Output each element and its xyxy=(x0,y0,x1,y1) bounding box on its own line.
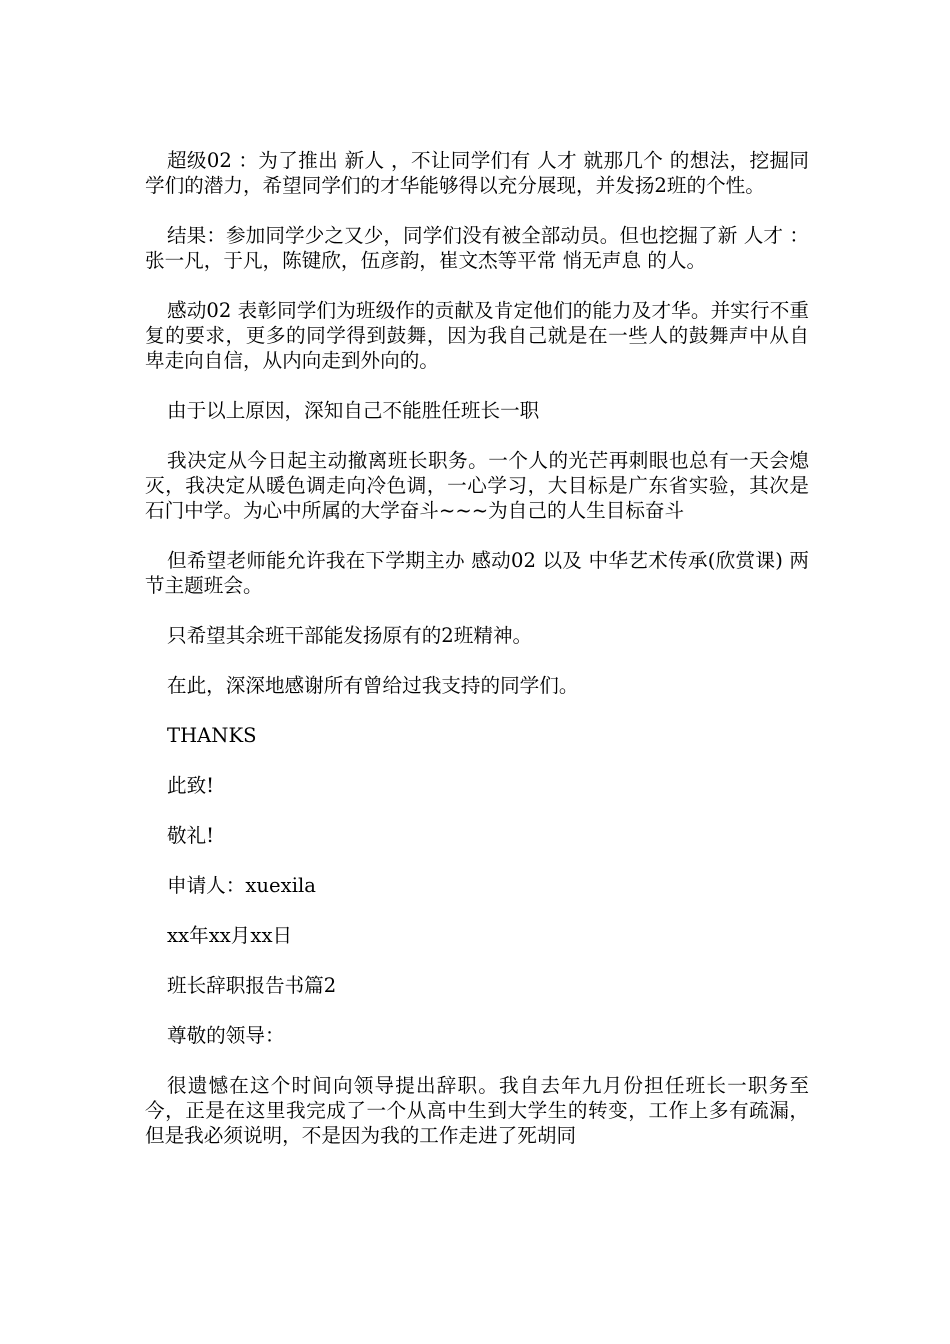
paragraph-super02: 超级02 ：为了推出 新人 ，不让同学们有 人才 就那几个 的想法，挖掘同学们的潜力，希望同学们的才华能够得以充分展现，并发扬2班的个性。 xyxy=(145,149,809,197)
paragraph-request: 但希望老师能允许我在下学期主办 感动02 以及 中华艺术传承(欣赏课) 两节主题班会。 xyxy=(145,549,809,597)
section-title: 班长辞职报告书篇2 xyxy=(167,974,337,997)
paragraph-reason: 由于以上原因，深知自己不能胜任班长一职 xyxy=(167,399,540,422)
paragraph-thanks-classmates: 在此，深深地感谢所有曾给过我支持的同学们。 xyxy=(167,674,579,697)
paragraph-decision: 我决定从今日起主动撤离班长职务。一个人的光芒再刺眼也总有一天会熄灭，我决定从暖色调走向冷色调，一心学习，大目标是广东省实验，其次是石门中学。为心中所属的大学奋斗~~~为自己的人生目标奋斗 xyxy=(145,449,809,522)
paragraph-result: 结果：参加同学少之又少，同学们没有被全部动员。但也挖掘了新 人才 ：张一凡，于凡，陈键欣，伍彦韵，崔文杰等平常 悄无声息 的人。 xyxy=(145,224,809,272)
closing-regards: 敬礼! xyxy=(167,824,215,847)
document-body xyxy=(145,148,809,1173)
greeting-line: 尊敬的领导： xyxy=(167,1024,285,1047)
paragraph-touching02: 感动02 表彰同学们为班级作的贡献及肯定他们的能力及才华。并实行不重复的要求，更多的同学得到鼓舞，因为我自己就是在一些人的鼓舞声中从自卑走向自信，从内向走到外向的。 xyxy=(145,299,809,372)
closing-salutation: 此致! xyxy=(167,774,215,797)
paragraph-hope: 只希望其余班干部能发扬原有的2班精神。 xyxy=(167,624,533,647)
applicant-line: 申请人：xuexila xyxy=(167,874,316,897)
date-line: xx年xx月xx日 xyxy=(167,924,293,947)
paragraph-thanks: THANKS xyxy=(167,724,257,747)
paragraph-resignation: 很遗憾在这个时间向领导提出辞职。我自去年九月份担任班长一职务至今，正是在这里我完成了一个从高中生到大学生的转变，工作上多有疏漏，但是我必须说明，不是因为我的工作走进了死胡同 xyxy=(145,1074,809,1147)
